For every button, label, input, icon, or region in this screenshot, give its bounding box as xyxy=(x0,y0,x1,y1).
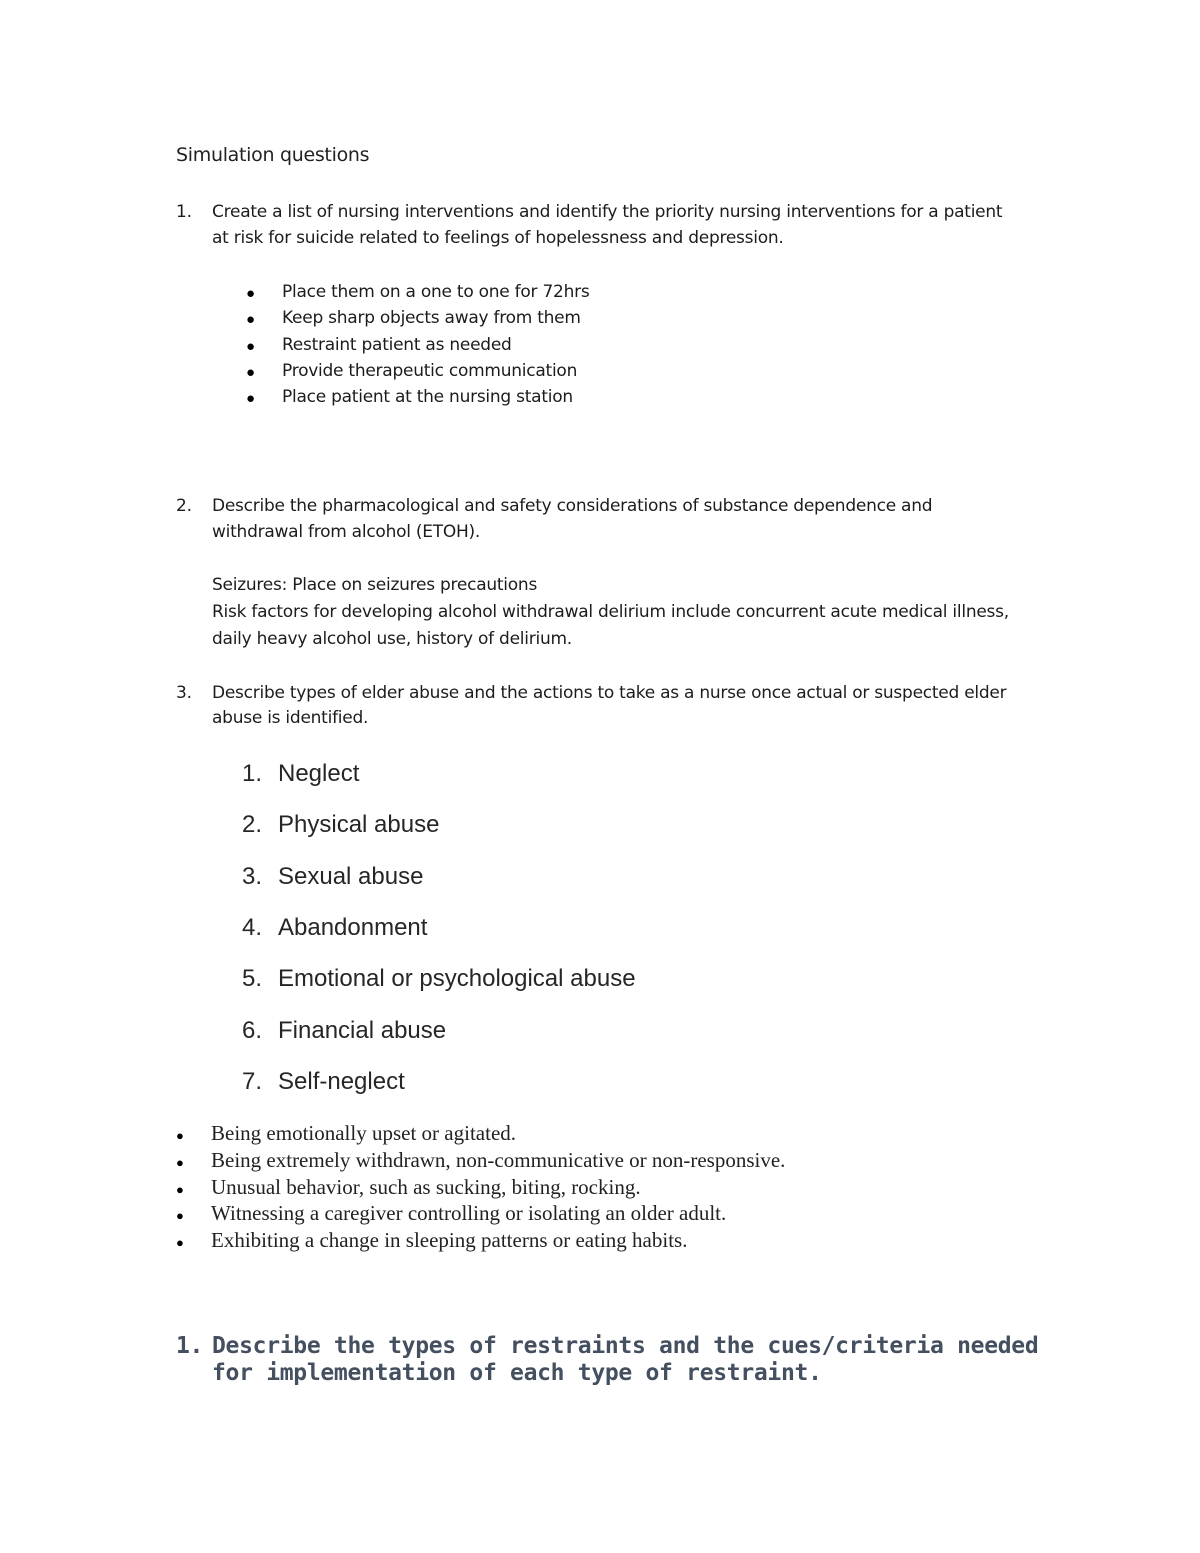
question-text-line-1: Describe types of elder abuse and the actions to take as a nurse once actual or suspected elder xyxy=(212,683,1007,703)
list-item-text: Emotional or psychological abuse xyxy=(278,965,636,992)
list-item-text: Place patient at the nursing station xyxy=(282,387,573,407)
list-item-number: 2. xyxy=(242,811,263,838)
question-text-line-2: at risk for suicide related to feelings of hopelessness and depression. xyxy=(212,228,784,248)
answer-line-2: Risk factors for developing alcohol withdrawal delirium include concurrent acute medical illness, xyxy=(212,602,1009,622)
list-item-number: 3. xyxy=(242,863,263,890)
question-number: 1. xyxy=(176,202,192,222)
bullet-icon: ● xyxy=(246,312,256,328)
bullet-icon: ● xyxy=(176,1128,184,1143)
question-text-line-2: for implementation of each type of restraint. xyxy=(212,1360,822,1386)
list-item-text: Neglect xyxy=(278,760,360,787)
list-item-text: Sexual abuse xyxy=(278,863,424,890)
list-item-number: 1. xyxy=(242,760,263,787)
bullet-icon: ● xyxy=(176,1182,184,1197)
list-item-number: 4. xyxy=(242,914,263,941)
list-item-number: 7. xyxy=(242,1068,263,1095)
bullet-icon: ● xyxy=(246,365,256,381)
list-item-text: Unusual behavior, such as sucking, biting, rocking. xyxy=(211,1175,641,1199)
list-item-text: Place them on a one to one for 72hrs xyxy=(282,282,590,302)
bullet-icon: ● xyxy=(246,339,256,355)
question-text-line-1: Create a list of nursing interventions and identify the priority nursing interventions for a patient xyxy=(212,202,1003,222)
question-text-line-1: Describe the types of restraints and the cues/criteria needed xyxy=(212,1333,1039,1359)
answer-line-3: daily heavy alcohol use, history of delirium. xyxy=(212,629,572,649)
question-number: 2. xyxy=(176,496,192,516)
bullet-icon: ● xyxy=(176,1155,184,1170)
bullet-icon: ● xyxy=(246,391,256,407)
list-item-text: Keep sharp objects away from them xyxy=(282,308,581,328)
list-item-number: 6. xyxy=(242,1017,263,1044)
question-number: 3. xyxy=(176,683,192,703)
list-item-text: Being extremely withdrawn, non-communicative or non-responsive. xyxy=(211,1148,786,1172)
list-item-text: Restraint patient as needed xyxy=(282,335,512,355)
list-item-number: 5. xyxy=(242,965,263,992)
list-item-text: Abandonment xyxy=(278,914,428,941)
answer-line-1: Seizures: Place on seizures precautions xyxy=(212,575,538,595)
list-item-text: Being emotionally upset or agitated. xyxy=(211,1121,517,1145)
list-item-text: Witnessing a caregiver controlling or isolating an older adult. xyxy=(211,1201,727,1225)
question-text-line-1: Describe the pharmacological and safety considerations of substance dependence and xyxy=(212,496,933,516)
list-item-text: Physical abuse xyxy=(278,811,440,838)
document-title: Simulation questions xyxy=(176,144,370,166)
question-text-line-2: abuse is identified. xyxy=(212,708,369,728)
list-item-text: Financial abuse xyxy=(278,1017,447,1044)
list-item-text: Exhibiting a change in sleeping patterns or eating habits. xyxy=(211,1228,688,1252)
question-text-line-2: withdrawal from alcohol (ETOH). xyxy=(212,522,481,542)
bullet-icon: ● xyxy=(176,1208,184,1223)
list-item-text: Self-neglect xyxy=(278,1068,405,1095)
question-number: 1. xyxy=(176,1333,204,1359)
bullet-icon: ● xyxy=(176,1235,184,1250)
bullet-icon: ● xyxy=(246,286,256,302)
list-item-text: Provide therapeutic communication xyxy=(282,361,578,381)
